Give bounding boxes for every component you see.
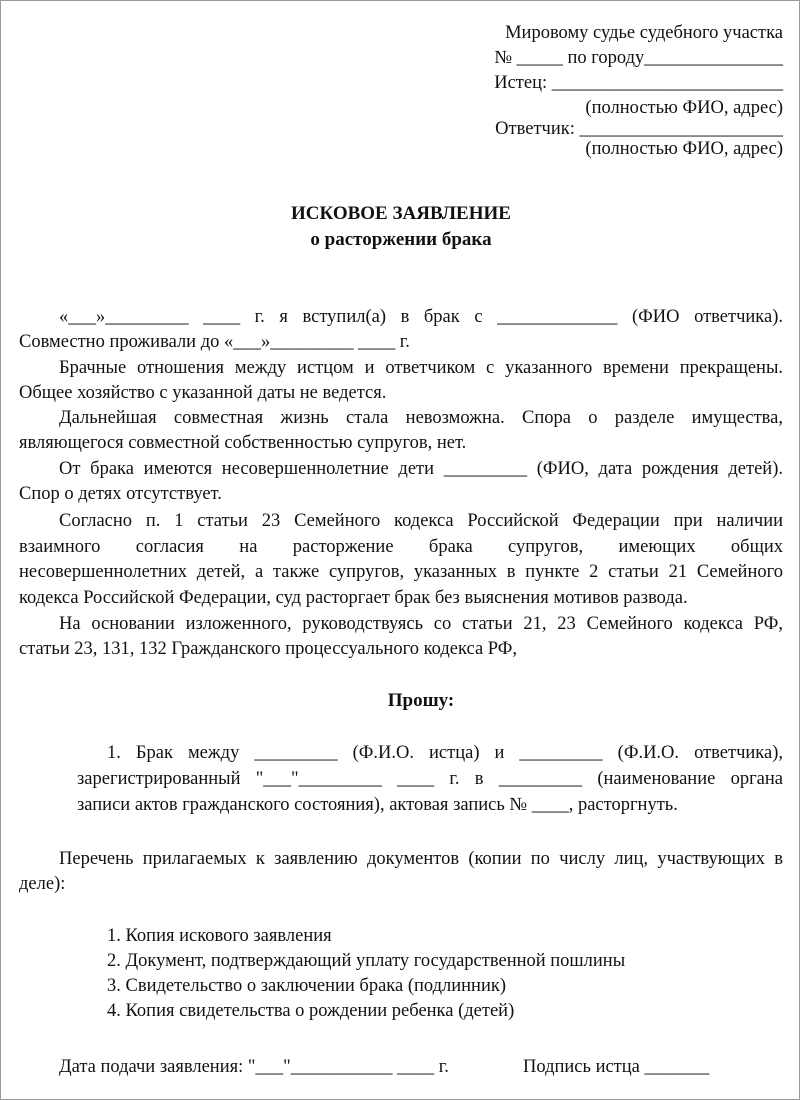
body-p1-line2: Совместно проживали до «___»_________ ____ г. — [19, 332, 410, 352]
body-p6-line2: статьи 23, 131, 132 Гражданского процессуального кодекса РФ, — [19, 639, 517, 659]
header-court-number: № _____ по городу_______________ — [494, 48, 783, 68]
document-subtitle: о расторжении брака — [310, 229, 492, 250]
body-p3-line2: являющегося совместной собственностью супругов, нет. — [19, 433, 467, 453]
attachment-item: 3. Свидетельство о заключении брака (подлинник) — [107, 976, 507, 996]
header-defendant-hint: (полностью ФИО, адрес) — [585, 139, 783, 159]
request-heading: Прошу: — [387, 690, 455, 711]
body-p3-line1: Дальнейшая совместная жизнь стала невозможна. Спора о разделе имущества, — [59, 408, 783, 428]
body-p4-line2: Спор о детях отсутствует. — [19, 484, 222, 504]
attachments-intro-line2: деле): — [19, 874, 66, 894]
document-title: ИСКОВОЕ ЗАЯВЛЕНИЕ — [291, 203, 511, 224]
header-plaintiff: Истец: _________________________ — [494, 73, 783, 93]
attachment-item: 4. Копия свидетельства о рождении ребенка (детей) — [107, 1001, 515, 1021]
filing-date: Дата подачи заявления: "___"___________ ____ г. — [59, 1057, 449, 1077]
body-p5-line1: Согласно п. 1 статьи 23 Семейного кодекса Российской Федерации при наличии — [59, 511, 783, 531]
body-p2-line2: Общее хозяйство с указанной даты не ведется. — [19, 383, 387, 403]
body-p5-line3: несовершеннолетних детей, а также супругов, указанных в пункте 2 статьи 21 Семейного — [19, 562, 783, 582]
body-p6-line1: На основании изложенного, руководствуясь со статьи 21, 23 Семейного кодекса РФ, — [59, 614, 783, 634]
request-line3: записи актов гражданского состояния), актовая запись № ____, расторгнуть. — [77, 795, 678, 815]
body-p5-line2: взаимного согласия на расторжение брака супругов, имеющих общих — [19, 537, 783, 557]
request-line2: зарегистрированный "___"_________ ____ г. в _________ (наименование органа — [77, 769, 783, 789]
body-p4-line1: От брака имеются несовершеннолетние дети _________ (ФИО, дата рождения детей). — [59, 459, 783, 479]
header-plaintiff-hint: (полностью ФИО, адрес) — [585, 98, 783, 118]
request-line1: 1. Брак между _________ (Ф.И.О. истца) и _________ (Ф.И.О. ответчика), — [107, 743, 783, 763]
body-p5-line4: кодекса Российской Федерации, суд расторгает брак без выяснения мотивов развода. — [19, 588, 688, 608]
attachments-intro-line1: Перечень прилагаемых к заявлению документов (копии по числу лиц, участвующих в — [59, 849, 783, 869]
body-p1-line1: «___»_________ ____ г. я вступил(а) в брак с _____________ (ФИО ответчика). — [59, 307, 783, 327]
attachment-item: 2. Документ, подтверждающий уплату государственной пошлины — [107, 951, 626, 971]
attachment-item: 1. Копия искового заявления — [107, 926, 332, 946]
header-court: Мировому судье судебного участка — [505, 23, 783, 43]
header-defendant: Ответчик: ______________________ — [495, 119, 783, 139]
plaintiff-signature: Подпись истца _______ — [523, 1057, 710, 1077]
body-p2-line1: Брачные отношения между истцом и ответчиком с указанного времени прекращены. — [59, 358, 783, 378]
